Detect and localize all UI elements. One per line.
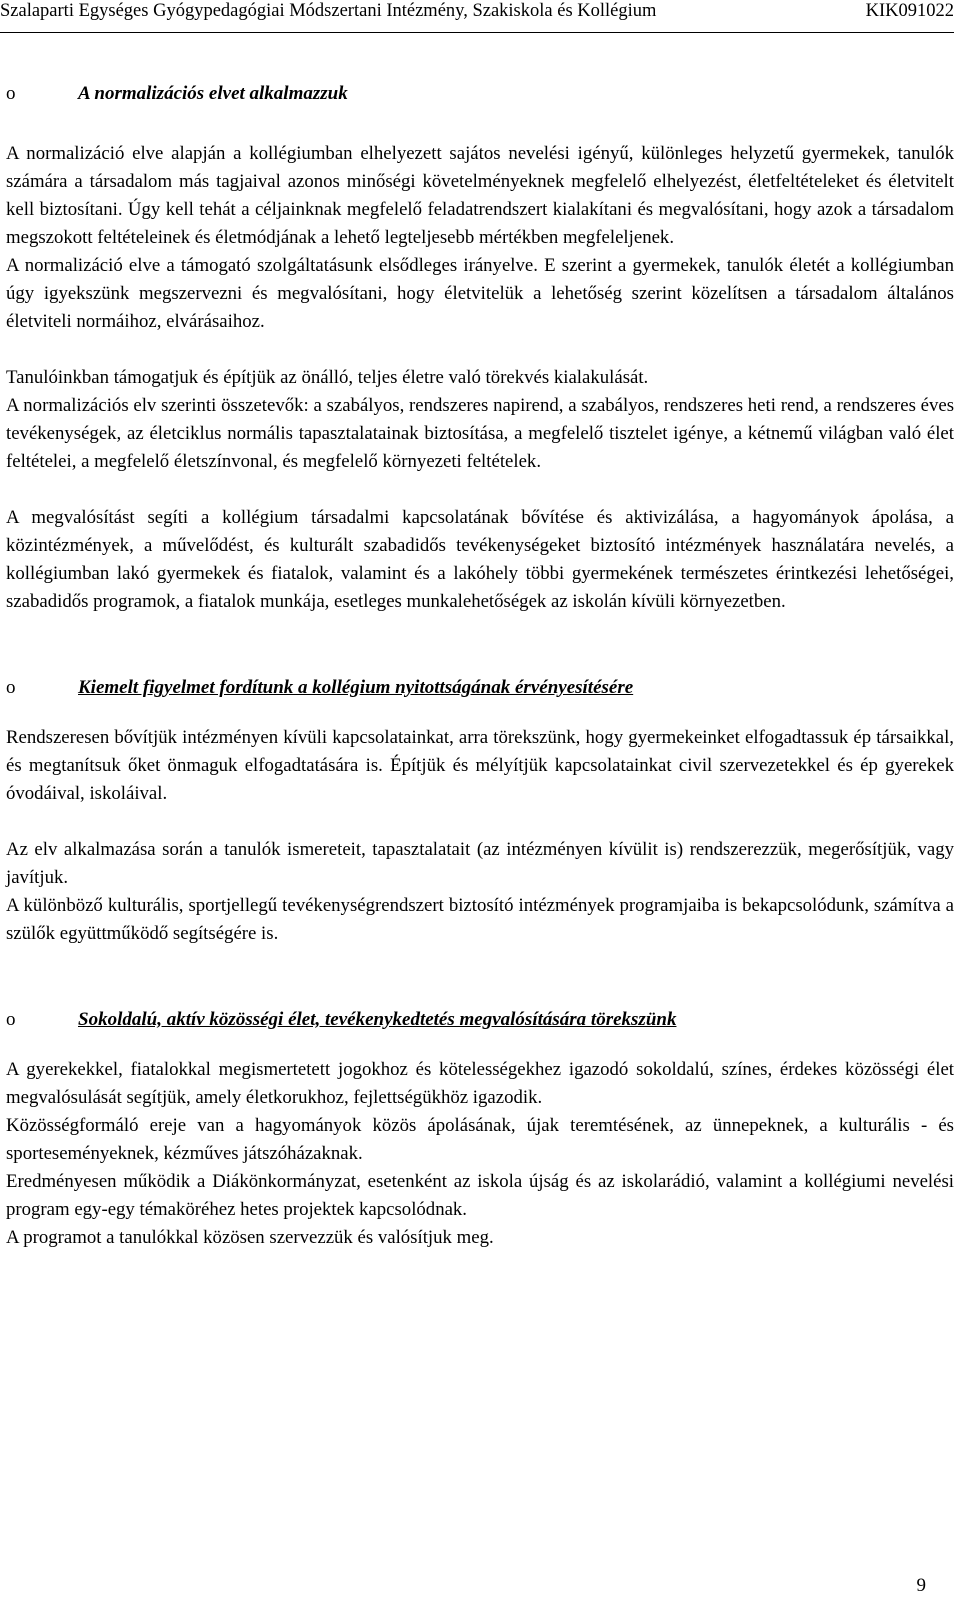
heading-text: A normalizációs elvet alkalmazzuk: [78, 83, 348, 104]
heading-text: Kiemelt figyelmet fordítunk a kollégium nyitottságának érvényesítésére: [78, 677, 634, 698]
section-heading-community: [6, 1006, 954, 1034]
paragraph: A különböző kulturális, sportjellegű tevékenységrendszert biztosító intézmények programjaiba is bekapcsolódunk, számítva a szülők együttműködő segítségére is.: [6, 895, 954, 944]
header-institution: Szalaparti Egységes Gyógypedagógiai Módszertani Intézmény, Szakiskola és Kollégium: [0, 1, 657, 21]
paragraph: Közösségformáló ereje van a hagyományok közös ápolásának, újak teremtésének, az ünnepeknek, a kulturális - és sporteseményeknek, kézműves játszóházaknak.: [6, 1115, 954, 1164]
bullet-marker: o: [6, 83, 16, 104]
paragraph: A normalizáció elve a támogató szolgáltatásunk elsődleges irányelve. E szerint a gyermekek, tanulók életét a kollégiumban úgy igyekszünk megszervezni és megvalósítani, hogy életvitelük a lehetőség szerint közelítsen a társadalom általános életviteli normáihoz, elvárásaihoz.: [6, 255, 954, 332]
paragraph: Tanulóinkban támogatjuk és építjük az önálló, teljes életre való törekvés kialakulását.: [6, 367, 649, 388]
paragraph: A programot a tanulókkal közösen szervezzük és valósítjuk meg.: [6, 1227, 494, 1248]
paragraph: A megvalósítást segíti a kollégium társadalmi kapcsolatának bővítése és aktivizálása, a hagyományok ápolása, a közintézmények, a művelődést, és kulturált szabadidős tevékenységeket biztosító intézmények használatára nevelés, a kollégiumban lakó gyermekek és fiatalok, valamint és a lakóhely többi gyermekének természetes érintkezési lehetőségei, szabadidős programok, a fiatalok munkája, esetleges munkalehetőségek az iskolán kívüli környezetben.: [6, 507, 954, 612]
paragraph: A normalizációs elv szerinti összetevők: a szabályos, rendszeres napirend, a szabályos, rendszeres heti rend, a rendszeres éves tevékenységek, az életciklus normális tapasztalatainak biztosítása, a megfelelő tisztelet igénye, a kétnemű világban való élet feltételei, a megfelelő életszínvonal, és megfelelő környezeti feltételek.: [6, 395, 954, 472]
page-number: 9: [916, 1575, 926, 1596]
section-heading-normalization: [6, 80, 954, 108]
bullet-marker: o: [6, 1009, 16, 1030]
paragraph: A gyerekekkel, fiatalokkal megismertetett jogokhoz és kötelességekhez igazodó sokoldalú, színes, érdekes közösségi élet megvalósulását segítjük, amely életkorukhoz, fejlettségükhöz igazodik.: [6, 1059, 954, 1108]
section-heading-openness: [6, 674, 954, 702]
bullet-marker: o: [6, 677, 16, 698]
paragraph: Eredményesen működik a Diákönkormányzat, esetenként az iskola újság és az iskolarádió, valamint a kollégiumi nevelési program egy-egy témaköréhez hetes projektek kapcsolódnak.: [6, 1171, 954, 1220]
page-header: [0, 0, 954, 33]
paragraph: A normalizáció elve alapján a kollégiumban elhelyezett sajátos nevelési igényű, különleges helyzetű gyermekek, tanulók számára a társadalom más tagjaival azonos minőségi követelményeknek megfelelő elhelyezést, életfeltételeket és életvitelt kell biztosítani. Úgy kell tehát a céljainknak megfelelő feladatrendszert kialakítani és megvalósítani, hogy azok a társadalom megszokott feltételeinek és életmódjának a lehető legteljesebb mértékben megfeleljenek.: [6, 143, 954, 248]
heading-text: Sokoldalú, aktív közösségi élet, tevékenykedtetés megvalósítására törekszünk: [78, 1009, 677, 1030]
paragraph: Az elv alkalmazása során a tanulók ismereteit, tapasztalatait (az intézményen kívülit is) rendszerezzük, megerősítjük, vagy javítjuk.: [6, 839, 954, 888]
paragraph: Rendszeresen bővítjük intézményen kívüli kapcsolatainkat, arra törekszünk, hogy gyermekeinket elfogadtassuk ép társaikkal, és megtanítsuk őket önmaguk elfogadtatására is. Építjük és mélyítjük kapcsolatainkat civil szervezetekkel és ép gyerekek óvodáival, iskoláival.: [6, 727, 954, 804]
document-body: [6, 80, 954, 1252]
header-code: KIK091022: [865, 1, 954, 21]
